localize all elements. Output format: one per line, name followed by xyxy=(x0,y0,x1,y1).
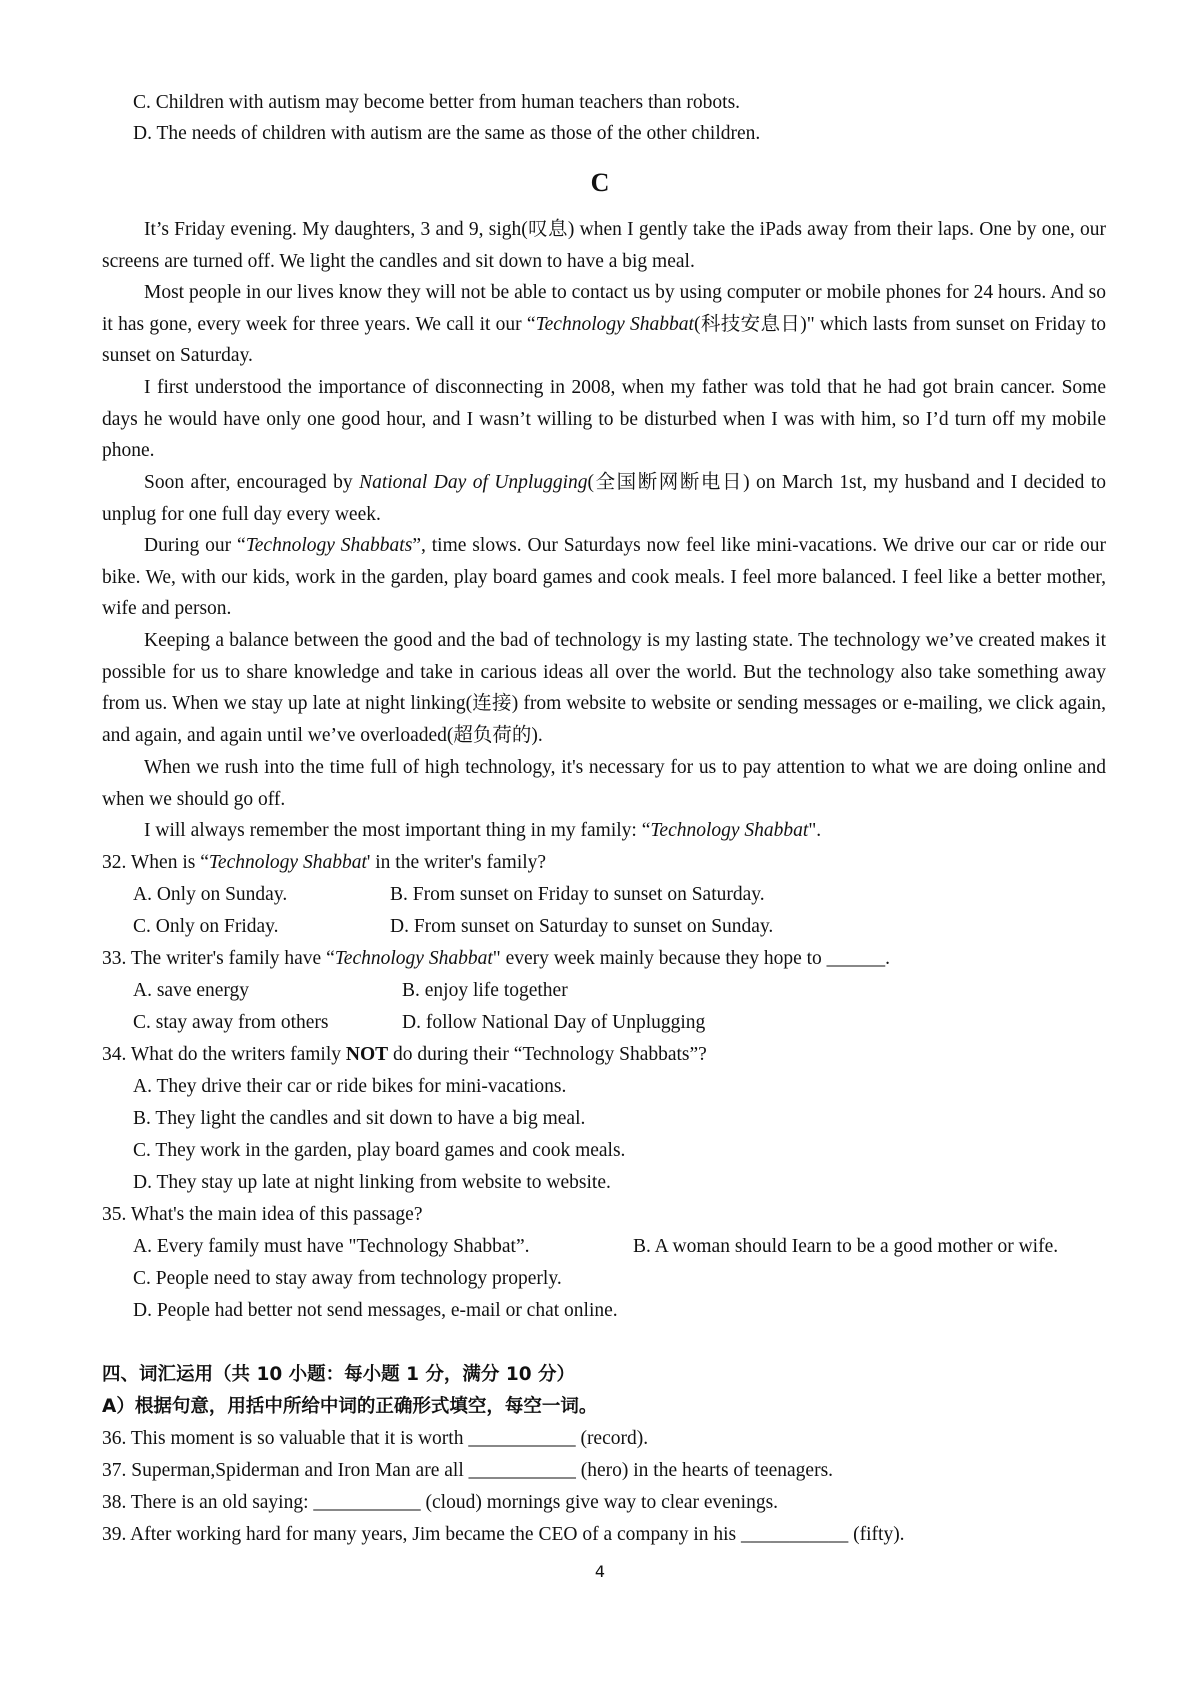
question-33-option-d: D. follow National Day of Unplugging xyxy=(402,1012,706,1033)
question-35-option-d: D. People had better not send messages, e-mail or chat online. xyxy=(133,1300,618,1321)
prev-option-c: C. Children with autism may become better from human teachers than robots. xyxy=(133,92,741,113)
section-4-instructions: A）根据句意，用括中所给中词的正确形式填空，每空一词。 xyxy=(102,1396,598,1417)
question-34-stem: 34. What do the writers family NOT do during their “Technology Shabbats”? xyxy=(102,1044,707,1065)
question-32-option-c: C. Only on Friday. xyxy=(133,916,279,937)
passage-paragraph-2: Most people in our lives know they will not be able to contact us by using computer or mobile phones for 24 hours. And so it has gone, every week for three years. We call it our “Technology Shabbat(科技安息日)" which lasts from sunset on Friday to sunset on Saturday. xyxy=(102,282,1106,367)
question-32-option-a: A. Only on Sunday. xyxy=(133,884,288,905)
vocab-item-39: 39. After working hard for many years, Jim became the CEO of a company in his ___________ (fifty). xyxy=(102,1524,905,1545)
question-33-option-a: A. save energy xyxy=(133,980,250,1001)
question-32-option-d: D. From sunset on Saturday to sunset on Sunday. xyxy=(390,916,774,937)
question-35-option-b: B. A woman should Iearn to be a good mother or wife. xyxy=(633,1236,1059,1257)
page-number: 4 xyxy=(594,1562,606,1581)
vocab-item-38: 38. There is an old saying: ___________ (cloud) mornings give way to clear evenings. xyxy=(102,1492,779,1513)
section-4-heading: 四、词汇运用（共 10 小题：每小题 1 分，满分 10 分） xyxy=(102,1364,576,1385)
question-33-option-b: B. enjoy life together xyxy=(402,980,568,1001)
passage-paragraph-5: During our “Technology Shabbats”, time slows. Our Saturdays now feel like mini-vacations. We drive our car or ride our bike. We, with our kids, work in the garden, play board games and cook meals. I feel more balanced. I feel like a better mother, wife and person. xyxy=(102,535,1106,620)
question-34-option-a: A. They drive their car or ride bikes for mini-vacations. xyxy=(133,1076,567,1097)
passage-paragraph-7: When we rush into the time full of high technology, it's necessary for us to pay attention to what we are doing online and when we should go off. xyxy=(102,757,1106,810)
question-33-stem: 33. The writer's family have “Technology Shabbat" every week mainly because they hope to ______. xyxy=(102,948,891,969)
passage-paragraph-1: It’s Friday evening. My daughters, 3 and 9, sigh(叹息) when I gently take the iPads away from their laps. One by one, our screens are turned off. We light the candles and sit down to have a big meal. xyxy=(102,219,1106,272)
section-heading: C xyxy=(590,168,610,197)
question-34-option-c: C. They work in the garden, play board games and cook meals. xyxy=(133,1140,626,1161)
question-32-option-b: B. From sunset on Friday to sunset on Saturday. xyxy=(390,884,765,905)
vocab-item-37: 37. Superman,Spiderman and Iron Man are all ___________ (hero) in the hearts of teenagers. xyxy=(102,1460,834,1481)
passage-paragraph-4: Soon after, encouraged by National Day of Unplugging(全国断网断电日) on March 1st, my husband and I decided to unplug for one full day every week. xyxy=(102,472,1106,525)
question-34-option-b: B. They light the candles and sit down to have a big meal. xyxy=(133,1108,586,1129)
question-35-option-a: A. Every family must have "Technology Shabbat”. xyxy=(133,1236,530,1257)
prev-option-d: D. The needs of children with autism are the same as those of the other children. xyxy=(133,123,761,144)
question-34-option-d: D. They stay up late at night linking from website to website. xyxy=(133,1172,611,1193)
question-35-stem: 35. What's the main idea of this passage? xyxy=(102,1204,423,1225)
vocab-item-36: 36. This moment is so valuable that it is worth ___________ (record). xyxy=(102,1428,649,1449)
question-35-option-c: C. People need to stay away from technology properly. xyxy=(133,1268,562,1289)
passage-paragraph-8: I will always remember the most important thing in my family: “Technology Shabbat". xyxy=(144,820,822,841)
question-32-stem: 32. When is “Technology Shabbat' in the writer's family? xyxy=(102,852,547,873)
passage-paragraph-6: Keeping a balance between the good and the bad of technology is my lasting state. The technology we’ve created makes it possible for us to share knowledge and take in carious ideas all over the world. But the technology also take something away from us. When we stay up late at night linking(连接) from website to website or sending messages or e-mailing, we click again, and again, and again until we’ve overloaded(超负荷的). xyxy=(102,630,1106,746)
passage-paragraph-3: I first understood the importance of disconnecting in 2008, when my father was told that he had got brain cancer. Some days he would have only one good hour, and I wasn’t willing to be disturbed when I was with him, so I’d turn off my mobile phone. xyxy=(102,377,1106,462)
question-33-option-c: C. stay away from others xyxy=(133,1012,329,1033)
